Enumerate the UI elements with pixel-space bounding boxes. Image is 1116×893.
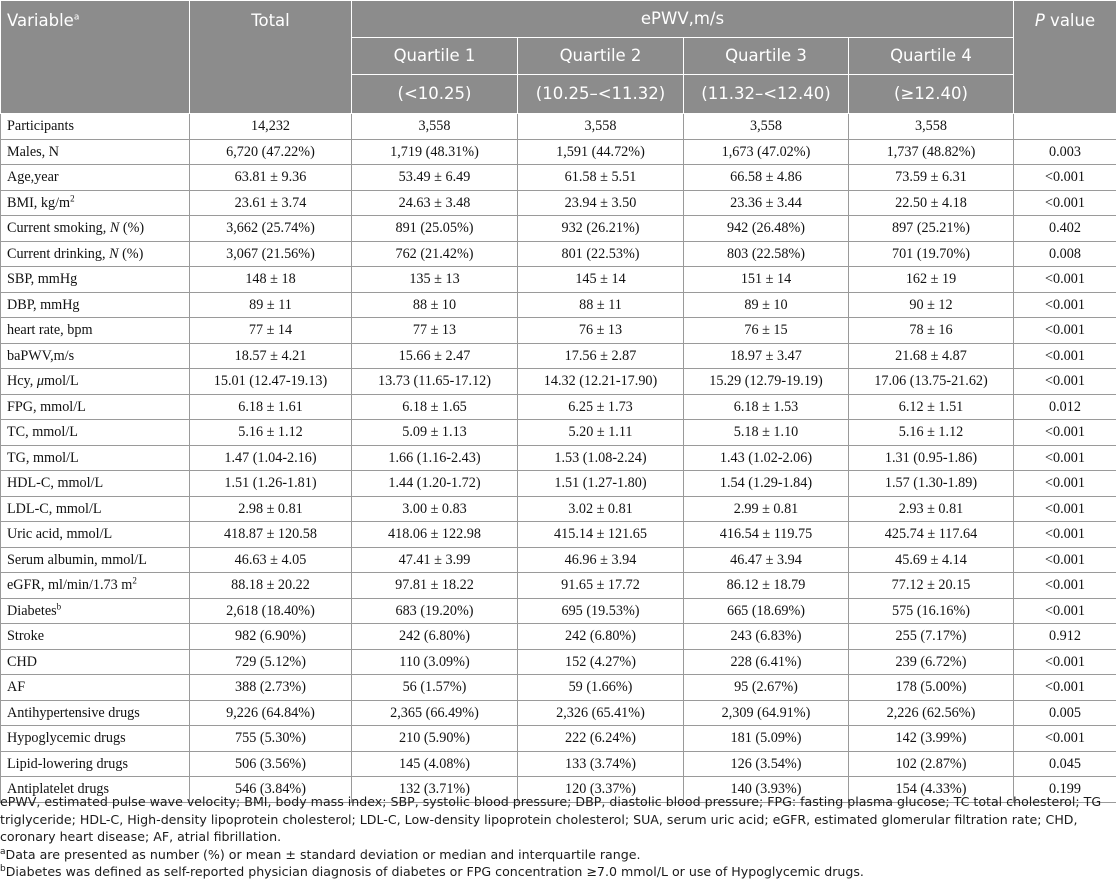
row-label-text: LDL-C, mmol/L [7,500,102,517]
cell-pvalue: <0.001 [1014,445,1116,471]
cell-pvalue: <0.001 [1014,267,1116,293]
cell-quartile-3: 942 (26.48%) [684,216,849,242]
cell-quartile-1: 145 (4.08%) [352,751,518,777]
cell-total: 1.51 (1.26-1.81) [190,471,352,497]
table-row [1,165,1116,191]
cell-total: 18.57 ± 4.21 [190,343,352,369]
header-quartile-1: Quartile 1 [352,38,518,75]
row-label-italic: N [109,245,119,262]
cell-quartile-4: 425.74 ± 117.64 [849,522,1014,548]
cell-quartile-4: 162 ± 19 [849,267,1014,293]
table-row [1,726,1116,752]
cell-quartile-2: 1,591 (44.72%) [518,139,684,165]
row-label [1,318,190,344]
cell-quartile-1: 110 (3.09%) [352,649,518,675]
row-label-text: Current drinking, [7,245,110,262]
cell-quartile-4: 22.50 ± 4.18 [849,190,1014,216]
table-body [1,114,1116,803]
cell-quartile-2: 801 (22.53%) [518,241,684,267]
cell-quartile-1: 13.73 (11.65-17.12) [352,369,518,395]
cell-total: 46.63 ± 4.05 [190,547,352,573]
row-label-text: BMI, kg/m [7,194,71,211]
cell-quartile-3: 76 ± 15 [684,318,849,344]
table-row [1,445,1116,471]
row-label [1,267,190,293]
row-label-suffix: (%) [119,220,145,237]
cell-quartile-2: 59 (1.66%) [518,675,684,701]
cell-pvalue: <0.001 [1014,522,1116,548]
cell-quartile-1: 3.00 ± 0.83 [352,496,518,522]
table-row [1,573,1116,599]
row-label [1,522,190,548]
row-label [1,726,190,752]
cell-quartile-4: 45.69 ± 4.14 [849,547,1014,573]
row-label [1,547,190,573]
cell-quartile-4: 701 (19.70%) [849,241,1014,267]
row-label [1,343,190,369]
row-label-text: DBP, mmHg [7,296,80,313]
row-label-text: SBP, mmHg [7,271,78,288]
cell-quartile-1: 418.06 ± 122.98 [352,522,518,548]
cell-quartile-3: 803 (22.58%) [684,241,849,267]
cell-quartile-1: 210 (5.90%) [352,726,518,752]
cell-quartile-2: 120 (3.37%) [518,777,684,803]
cell-quartile-2: 91.65 ± 17.72 [518,573,684,599]
cell-pvalue: <0.001 [1014,573,1116,599]
cell-quartile-3: 243 (6.83%) [684,624,849,650]
cell-total: 729 (5.12%) [190,649,352,675]
row-label [1,216,190,242]
cell-quartile-3: 2.99 ± 0.81 [684,496,849,522]
table-row [1,700,1116,726]
row-label-text: TG, mmol/L [7,449,79,466]
cell-quartile-2: 1.51 (1.27-1.80) [518,471,684,497]
cell-total: 2,618 (18.40%) [190,598,352,624]
header-pvalue-p: P [1034,11,1045,30]
table-row [1,292,1116,318]
row-label [1,241,190,267]
cell-quartile-4: 2,226 (62.56%) [849,700,1014,726]
row-label [1,700,190,726]
cell-total: 15.01 (12.47-19.13) [190,369,352,395]
cell-quartile-2: 5.20 ± 1.11 [518,420,684,446]
cell-quartile-1: 891 (25.05%) [352,216,518,242]
table-row [1,216,1116,242]
cell-quartile-1: 77 ± 13 [352,318,518,344]
cell-pvalue: 0.003 [1014,139,1116,165]
cell-total: 1.47 (1.04-2.16) [190,445,352,471]
cell-total: 5.16 ± 1.12 [190,420,352,446]
cell-total: 63.81 ± 9.36 [190,165,352,191]
table-row [1,190,1116,216]
row-label [1,114,190,140]
cell-quartile-2: 222 (6.24%) [518,726,684,752]
cell-total: 6,720 (47.22%) [190,139,352,165]
cell-quartile-4: 897 (25.21%) [849,216,1014,242]
cell-pvalue: 0.199 [1014,777,1116,803]
cell-quartile-1: 762 (21.42%) [352,241,518,267]
cell-quartile-1: 47.41 ± 3.99 [352,547,518,573]
table-row [1,114,1116,140]
table-header [1,1,1116,114]
table-row [1,394,1116,420]
table-row [1,751,1116,777]
header-variable [1,1,190,114]
cell-pvalue: <0.001 [1014,318,1116,344]
row-label-text: Antiplatelet drugs [7,781,110,798]
row-label [1,420,190,446]
cell-pvalue: <0.001 [1014,471,1116,497]
footnote-b-text: Diabetes was defined as self-reported physician diagnosis of diabetes or FPG concentration ≥7.0 mmol/L or use of Hypoglycemic drugs. [5,864,864,879]
cell-quartile-4: 255 (7.17%) [849,624,1014,650]
row-label-text: Diabetes [7,602,57,619]
cell-total: 148 ± 18 [190,267,352,293]
row-label-text: Males, N [7,143,60,160]
cell-quartile-3: 126 (3.54%) [684,751,849,777]
cell-quartile-3: 140 (3.93%) [684,777,849,803]
cell-quartile-4: 77.12 ± 20.15 [849,573,1014,599]
table-row [1,318,1116,344]
cell-pvalue: <0.001 [1014,292,1116,318]
row-label [1,573,190,599]
cell-quartile-2: 88 ± 11 [518,292,684,318]
cell-quartile-3: 46.47 ± 3.94 [684,547,849,573]
row-label-text: baPWV,m/s [7,347,75,364]
cell-quartile-1: 1,719 (48.31%) [352,139,518,165]
row-label-suffix: mol/L [43,373,79,390]
cell-quartile-2: 133 (3.74%) [518,751,684,777]
cell-quartile-3: 95 (2.67%) [684,675,849,701]
row-label-text: Age,year [7,169,59,186]
cell-pvalue: <0.001 [1014,165,1116,191]
cell-quartile-4: 5.16 ± 1.12 [849,420,1014,446]
cell-pvalue: <0.001 [1014,369,1116,395]
footnote-a-sup: a [0,846,6,857]
cell-pvalue: <0.001 [1014,343,1116,369]
cell-quartile-3: 1.43 (1.02-2.06) [684,445,849,471]
cell-quartile-2: 46.96 ± 3.94 [518,547,684,573]
cell-total: 88.18 ± 20.22 [190,573,352,599]
row-label [1,369,190,395]
row-label-text: Current smoking, [7,220,110,237]
cell-quartile-3: 1.54 (1.29-1.84) [684,471,849,497]
row-label-text: Antihypertensive drugs [7,704,140,721]
cell-quartile-4: 575 (16.16%) [849,598,1014,624]
table-row [1,598,1116,624]
cell-quartile-3: 665 (18.69%) [684,598,849,624]
row-label-sup: 2 [70,192,75,203]
cell-total: 418.87 ± 120.58 [190,522,352,548]
cell-quartile-2: 6.25 ± 1.73 [518,394,684,420]
cell-quartile-3: 89 ± 10 [684,292,849,318]
cell-quartile-3: 416.54 ± 119.75 [684,522,849,548]
row-label-italic: N [109,220,120,237]
header-quartile-2: Quartile 2 [518,38,684,75]
cell-pvalue: <0.001 [1014,547,1116,573]
cell-quartile-3: 23.36 ± 3.44 [684,190,849,216]
table-row [1,369,1116,395]
row-label-text: HDL-C, mmol/L [7,475,104,492]
cell-quartile-2: 242 (6.80%) [518,624,684,650]
cell-quartile-2: 14.32 (12.21-17.90) [518,369,684,395]
cell-quartile-2: 61.58 ± 5.51 [518,165,684,191]
row-label [1,445,190,471]
cell-quartile-1: 242 (6.80%) [352,624,518,650]
cell-quartile-4: 1.57 (1.30-1.89) [849,471,1014,497]
cell-quartile-4: 178 (5.00%) [849,675,1014,701]
row-label-text: TC, mmol/L [7,424,78,441]
cell-total: 982 (6.90%) [190,624,352,650]
row-label [1,675,190,701]
cell-pvalue: 0.012 [1014,394,1116,420]
cell-quartile-4: 102 (2.87%) [849,751,1014,777]
cell-quartile-1: 5.09 ± 1.13 [352,420,518,446]
cell-quartile-4: 1,737 (48.82%) [849,139,1014,165]
cell-quartile-2: 145 ± 14 [518,267,684,293]
header-quartile-3: Quartile 3 [684,38,849,75]
row-label-text: Hcy, [7,373,37,390]
cell-total: 2.98 ± 0.81 [190,496,352,522]
header-variable-text: Variable [7,11,74,30]
cell-quartile-1: 24.63 ± 3.48 [352,190,518,216]
row-label [1,751,190,777]
cell-quartile-4: 2.93 ± 0.81 [849,496,1014,522]
row-label [1,649,190,675]
row-label [1,139,190,165]
table-row [1,420,1116,446]
footnote-a-text: Data are presented as number (%) or mean ± standard deviation or median and interquartile range. [5,846,641,862]
row-label [1,165,190,191]
cell-quartile-4: 239 (6.72%) [849,649,1014,675]
cell-quartile-4: 3,558 [849,114,1014,140]
header-range-2: (10.25–<11.32) [518,75,684,114]
cell-pvalue: <0.001 [1014,190,1116,216]
cell-total: 14,232 [190,114,352,140]
cell-quartile-1: 1.66 (1.16-2.43) [352,445,518,471]
cell-quartile-4: 21.68 ± 4.87 [849,343,1014,369]
row-label [1,624,190,650]
footnote-b-sup: b [0,863,6,874]
row-label-text: eGFR, ml/min/1.73 m [7,577,133,594]
header-range-4: (≥12.40) [849,75,1014,114]
row-label [1,598,190,624]
cell-quartile-4: 142 (3.99%) [849,726,1014,752]
cell-quartile-1: 1.44 (1.20-1.72) [352,471,518,497]
table-row [1,649,1116,675]
cell-quartile-4: 1.31 (0.95-1.86) [849,445,1014,471]
cell-quartile-1: 135 ± 13 [352,267,518,293]
cell-pvalue: <0.001 [1014,598,1116,624]
row-label [1,190,190,216]
cell-quartile-2: 2,326 (65.41%) [518,700,684,726]
header-range-1: (<10.25) [352,75,518,114]
row-label-text: Uric acid, mmol/L [7,526,113,543]
cell-quartile-4: 90 ± 12 [849,292,1014,318]
cell-quartile-3: 6.18 ± 1.53 [684,394,849,420]
cell-pvalue: <0.001 [1014,675,1116,701]
cell-pvalue: 0.045 [1014,751,1116,777]
table-row [1,343,1116,369]
cell-total: 3,067 (21.56%) [190,241,352,267]
cell-quartile-3: 3,558 [684,114,849,140]
row-label [1,471,190,497]
table-row [1,624,1116,650]
row-label-italic: μ [36,373,44,390]
cell-quartile-2: 3.02 ± 0.81 [518,496,684,522]
cell-quartile-4: 154 (4.33%) [849,777,1014,803]
row-label-text: Lipid-lowering drugs [7,755,128,772]
row-label-sup: b [56,600,62,611]
table-row [1,241,1116,267]
table-row [1,471,1116,497]
row-label-text: Hypoglycemic drugs [7,730,126,747]
cell-quartile-3: 228 (6.41%) [684,649,849,675]
row-label [1,394,190,420]
cell-quartile-2: 415.14 ± 121.65 [518,522,684,548]
cell-pvalue: 0.008 [1014,241,1116,267]
header-total: Total [190,1,352,114]
cell-quartile-3: 2,309 (64.91%) [684,700,849,726]
cell-pvalue: <0.001 [1014,420,1116,446]
cell-total: 9,226 (64.84%) [190,700,352,726]
header-pvalue-text: value [1044,11,1096,30]
cell-pvalue: <0.001 [1014,496,1116,522]
cell-quartile-1: 56 (1.57%) [352,675,518,701]
row-label-text: Participants [7,118,74,135]
row-label-text: FPG, mmol/L [7,398,86,415]
cell-quartile-2: 23.94 ± 3.50 [518,190,684,216]
footnote-abbreviations: ePWV, estimated pulse wave velocity; BMI, body mass index; SBP, systolic blood pressure; DBP, diastolic blood pressure; FPG: fasting plasma glucose; TC total cholesterol; TG triglyceride; HDL-C, High-density lipoprotein cholesterol; LDL-C, Low-density lipoprotein cholesterol; SUA, serum uric acid; eGFR, estimated glomerular filtration rate; CHD, coronary heart disease; AF, atrial fibrillation. [0,794,1102,844]
cell-pvalue: <0.001 [1014,726,1116,752]
row-label-text: CHD [7,653,37,670]
cell-quartile-1: 97.81 ± 18.22 [352,573,518,599]
cell-quartile-2: 695 (19.53%) [518,598,684,624]
cell-pvalue: 0.005 [1014,700,1116,726]
cell-quartile-4: 73.59 ± 6.31 [849,165,1014,191]
cell-quartile-4: 6.12 ± 1.51 [849,394,1014,420]
cell-total: 6.18 ± 1.61 [190,394,352,420]
footnote-b [0,863,1116,881]
cell-quartile-3: 181 (5.09%) [684,726,849,752]
table-row [1,547,1116,573]
cell-total: 388 (2.73%) [190,675,352,701]
row-label-sup: 2 [132,575,137,586]
header-range-3: (11.32–<12.40) [684,75,849,114]
table-row [1,267,1116,293]
cell-quartile-3: 1,673 (47.02%) [684,139,849,165]
cell-quartile-3: 5.18 ± 1.10 [684,420,849,446]
cell-quartile-1: 53.49 ± 6.49 [352,165,518,191]
cell-quartile-3: 18.97 ± 3.47 [684,343,849,369]
cell-total: 23.61 ± 3.74 [190,190,352,216]
header-variable-sup: a [73,12,80,23]
table-row [1,522,1116,548]
cell-total: 506 (3.56%) [190,751,352,777]
row-label-text: heart rate, bpm [7,322,93,339]
cell-quartile-1: 6.18 ± 1.65 [352,394,518,420]
footnote-a [0,846,1116,864]
cell-quartile-1: 683 (19.20%) [352,598,518,624]
cell-pvalue: 0.402 [1014,216,1116,242]
cell-quartile-3: 151 ± 14 [684,267,849,293]
row-label-suffix: (%) [118,245,144,262]
header-pvalue [1014,1,1116,114]
cell-quartile-2: 3,558 [518,114,684,140]
cell-total: 3,662 (25.74%) [190,216,352,242]
header-epwv-group: ePWV,m/s [352,1,1014,38]
table-row [1,139,1116,165]
row-label-text: AF [7,679,26,696]
cell-quartile-1: 2,365 (66.49%) [352,700,518,726]
cell-quartile-3: 15.29 (12.79-19.19) [684,369,849,395]
row-label-text: Stroke [7,628,45,645]
cell-pvalue: 0.912 [1014,624,1116,650]
cell-quartile-1: 88 ± 10 [352,292,518,318]
cell-total: 77 ± 14 [190,318,352,344]
cell-quartile-1: 3,558 [352,114,518,140]
table-row [1,675,1116,701]
cell-total: 755 (5.30%) [190,726,352,752]
cell-quartile-2: 1.53 (1.08-2.24) [518,445,684,471]
table-row [1,496,1116,522]
cell-quartile-2: 76 ± 13 [518,318,684,344]
cell-pvalue [1014,114,1116,140]
row-label [1,292,190,318]
table-footnotes [0,793,1116,881]
cell-quartile-1: 15.66 ± 2.47 [352,343,518,369]
row-label [1,496,190,522]
cell-quartile-4: 17.06 (13.75-21.62) [849,369,1014,395]
cell-quartile-1: 132 (3.71%) [352,777,518,803]
cell-quartile-3: 86.12 ± 18.79 [684,573,849,599]
cell-quartile-2: 152 (4.27%) [518,649,684,675]
cell-pvalue: <0.001 [1014,649,1116,675]
header-quartile-4: Quartile 4 [849,38,1014,75]
cell-total: 89 ± 11 [190,292,352,318]
cell-total: 546 (3.84%) [190,777,352,803]
cell-quartile-3: 66.58 ± 4.86 [684,165,849,191]
cell-quartile-2: 932 (26.21%) [518,216,684,242]
cell-quartile-4: 78 ± 16 [849,318,1014,344]
row-label-text: Serum albumin, mmol/L [7,551,147,568]
cell-quartile-2: 17.56 ± 2.87 [518,343,684,369]
